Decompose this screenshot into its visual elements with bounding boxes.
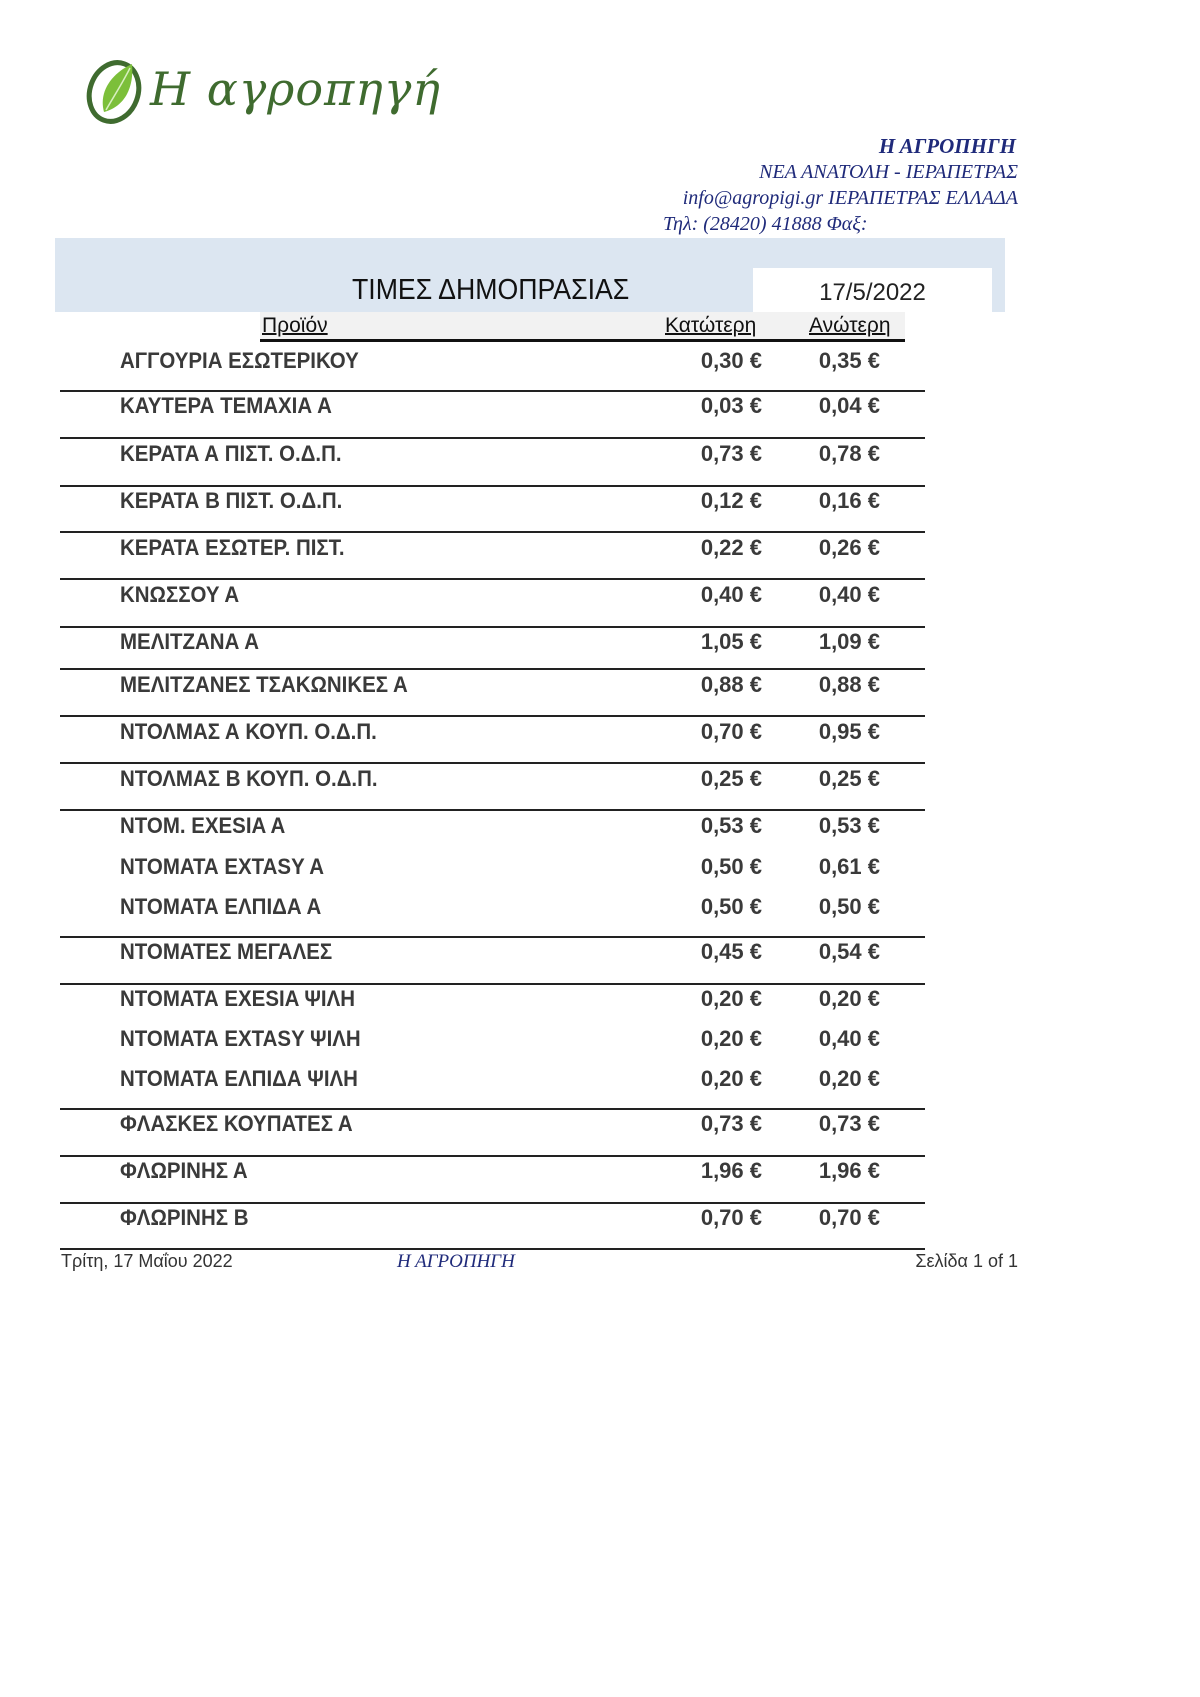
- product-name: ΝΤΟΛΜΑΣ Α ΚΟΥΠ. Ο.Δ.Π.: [120, 719, 377, 744]
- company-phone-line: Τηλ: (28420) 41888 Φαξ:: [663, 213, 868, 235]
- row-divider: [60, 809, 925, 811]
- row-divider: [60, 578, 925, 580]
- low-price: 0,88 €: [700, 672, 762, 697]
- product-name: ΝΤΟΜΑΤΑ EXTASY ΨΙΛΗ: [120, 1026, 361, 1051]
- low-price: 0,70 €: [700, 1205, 762, 1230]
- high-price: 0,54 €: [818, 939, 880, 964]
- product-name: ΚΕΡΑΤΑ ΕΣΩΤΕΡ. ΠΙΣΤ.: [120, 535, 345, 560]
- low-price: 0,03 €: [700, 393, 762, 418]
- high-price: 0,25 €: [818, 766, 880, 791]
- row-divider: [60, 762, 925, 764]
- low-price: 0,20 €: [700, 1066, 762, 1091]
- company-name: Η ΑΓΡΟΠΗΓΗ: [878, 134, 1016, 158]
- row-divider: [60, 983, 925, 985]
- page-title: ΤΙΜΕΣ ΔΗΜΟΠΡΑΣΙΑΣ: [352, 274, 630, 306]
- high-price: 0,50 €: [818, 894, 880, 919]
- low-price: 0,20 €: [700, 1026, 762, 1051]
- column-header-underline: [260, 339, 905, 342]
- high-price: 0,04 €: [818, 393, 880, 418]
- high-price: 0,53 €: [818, 813, 880, 838]
- high-price: 0,95 €: [818, 719, 880, 744]
- product-name: ΜΕΛΙΤΖΑΝΑ Α: [120, 629, 260, 654]
- row-divider: [60, 936, 925, 938]
- row-divider: [60, 1108, 925, 1110]
- product-name: ΦΛΑΣΚΕΣ ΚΟΥΠΑΤΕΣ Α: [120, 1111, 353, 1136]
- product-name: ΚΝΩΣΣΟΥ Α: [120, 582, 240, 607]
- product-name: ΝΤΟΛΜΑΣ Β ΚΟΥΠ. Ο.Δ.Π.: [120, 766, 378, 791]
- row-divider: [60, 485, 925, 487]
- product-name: ΝΤΟΜΑΤΑ ΕΛΠΙΔΑ ΨΙΛΗ: [120, 1066, 358, 1091]
- product-name: ΚΕΡΑΤΑ Β ΠΙΣΤ. Ο.Δ.Π.: [120, 488, 343, 513]
- product-name: ΝΤΟΜΑΤΑ EXTASY A: [120, 854, 325, 879]
- product-name: ΦΛΩΡΙΝΗΣ Β: [120, 1205, 249, 1230]
- low-price: 0,40 €: [700, 582, 762, 607]
- high-price: 0,73 €: [818, 1111, 880, 1136]
- low-price: 1,05 €: [700, 629, 762, 654]
- row-divider: [60, 531, 925, 533]
- row-divider: [60, 437, 925, 439]
- low-price: 0,45 €: [700, 939, 762, 964]
- footer-page-number: Σελίδα 1 of 1: [915, 1251, 1018, 1271]
- product-name: ΦΛΩΡΙΝΗΣ Α: [120, 1158, 248, 1183]
- low-price: 0,73 €: [700, 1111, 762, 1136]
- leaf-logo-icon: [80, 50, 160, 140]
- product-name: ΑΓΓΟΥΡΙΑ ΕΣΩΤΕΡΙΚΟΥ: [120, 348, 359, 373]
- high-price: 0,40 €: [818, 1026, 880, 1051]
- low-price: 0,22 €: [700, 535, 762, 560]
- low-price: 0,50 €: [700, 854, 762, 879]
- product-name: ΚΕΡΑΤΑ Α ΠΙΣΤ. Ο.Δ.Π.: [120, 441, 342, 466]
- low-price: 0,73 €: [700, 441, 762, 466]
- high-price: 0,88 €: [818, 672, 880, 697]
- column-header-product: Προϊόν: [262, 314, 328, 337]
- column-header-low: Κατώτερη: [665, 314, 757, 337]
- product-name: ΝΤΟΜ. EXESIA A: [120, 813, 286, 838]
- low-price: 0,30 €: [700, 348, 762, 373]
- row-divider: [60, 1155, 925, 1157]
- product-name: ΝΤΟΜΑΤΑ ΕΛΠΙΔΑ Α: [120, 894, 322, 919]
- product-name: ΚΑΥΤΕΡΑ ΤΕΜΑΧΙΑ Α: [120, 393, 332, 418]
- company-email-line[interactable]: info@agropigi.gr ΙΕΡΑΠΕΤΡΑΣ ΕΛΛΑΔΑ: [682, 187, 1018, 209]
- low-price: 0,53 €: [700, 813, 762, 838]
- footer-date: Τρίτη, 17 Μαΐου 2022: [61, 1251, 233, 1271]
- column-header-high: Ανώτερη: [809, 314, 891, 337]
- product-name: ΜΕΛΙΤΖΑΝΕΣ ΤΣΑΚΩΝΙΚΕΣ Α: [120, 672, 408, 697]
- low-price: 0,25 €: [700, 766, 762, 791]
- row-divider: [60, 390, 925, 392]
- high-price: 0,26 €: [818, 535, 880, 560]
- high-price: 0,20 €: [818, 986, 880, 1011]
- high-price: 1,09 €: [818, 629, 880, 654]
- low-price: 0,70 €: [700, 719, 762, 744]
- logo-wordmark: Η αγροπηγή: [150, 62, 441, 116]
- product-name: ΝΤΟΜΑΤΕΣ ΜΕΓΑΛΕΣ: [120, 939, 333, 964]
- high-price: 0,16 €: [818, 488, 880, 513]
- footer-company: Η ΑΓΡΟΠΗΓΗ: [397, 1251, 515, 1272]
- product-name: ΝΤΟΜΑΤΑ EXESIA ΨΙΛΗ: [120, 986, 356, 1011]
- row-divider: [60, 668, 925, 670]
- low-price: 0,12 €: [700, 488, 762, 513]
- footer-divider: [60, 1248, 925, 1250]
- low-price: 1,96 €: [700, 1158, 762, 1183]
- high-price: 0,20 €: [818, 1066, 880, 1091]
- low-price: 0,20 €: [700, 986, 762, 1011]
- row-divider: [60, 715, 925, 717]
- high-price: 0,78 €: [818, 441, 880, 466]
- high-price: 0,40 €: [818, 582, 880, 607]
- high-price: 0,70 €: [818, 1205, 880, 1230]
- low-price: 0,50 €: [700, 894, 762, 919]
- row-divider: [60, 1202, 925, 1204]
- report-date: 17/5/2022: [819, 279, 926, 306]
- company-address: ΝΕΑ ΑΝΑΤΟΛΗ - ΙΕΡΑΠΕΤΡΑΣ: [759, 161, 1018, 183]
- high-price: 0,35 €: [818, 348, 880, 373]
- row-divider: [60, 626, 925, 628]
- high-price: 1,96 €: [818, 1158, 880, 1183]
- high-price: 0,61 €: [818, 854, 880, 879]
